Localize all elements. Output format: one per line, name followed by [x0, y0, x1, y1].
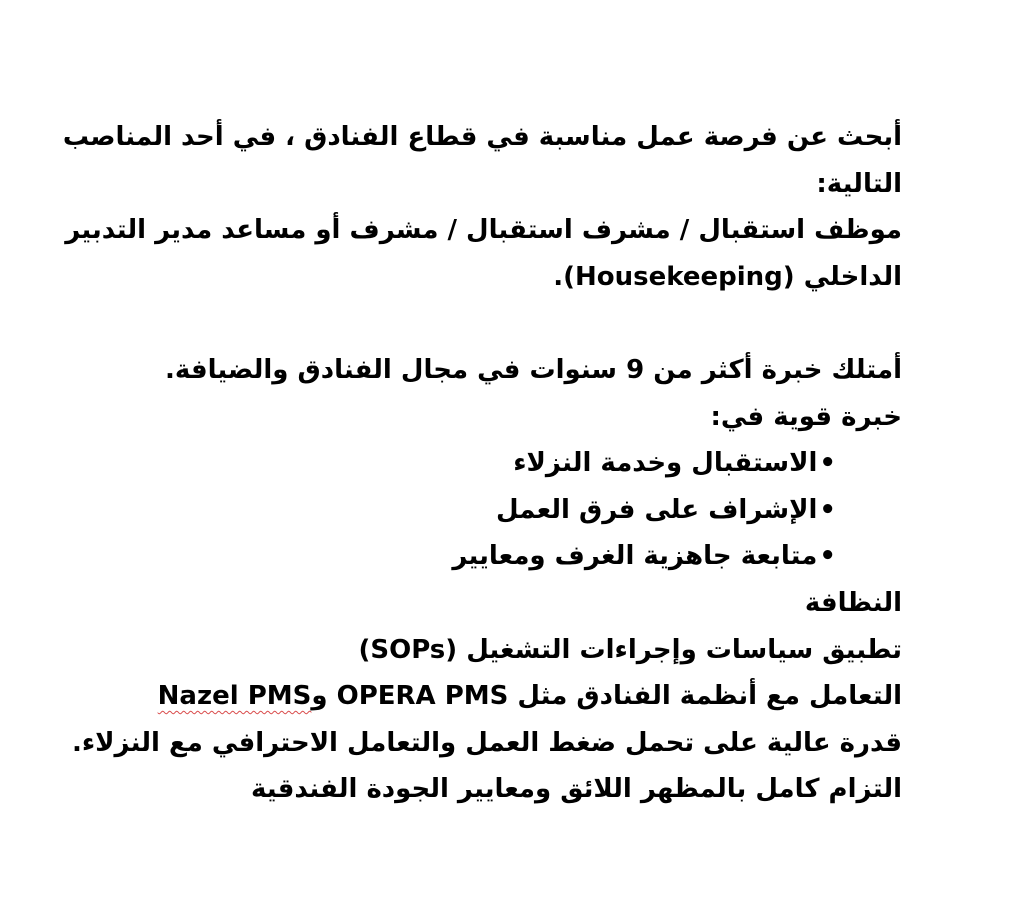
nazel-pms-text: Nazel PMS	[157, 681, 312, 712]
bullet-item	[150, 487, 902, 534]
strengths-heading: خبرة قوية في:	[710, 401, 902, 432]
pressure-line: قدرة عالية على تحمل ضغط العمل والتعامل الاحترافي مع النزلاء.	[71, 727, 902, 758]
bullet-text: الاستقبال وخدمة النزلاء	[513, 448, 818, 479]
systems-line	[150, 673, 902, 720]
bullet-icon: •	[819, 494, 836, 525]
experience-line: أمتلك خبرة أكثر من 9 سنوات في مجال الفنادق والضيافة.	[164, 354, 902, 385]
bullet-continuation: النظافة	[804, 587, 902, 618]
document-body	[62, 114, 902, 813]
bullet-text: الإشراف على فرق العمل	[495, 494, 818, 525]
intro-line-4: الداخلي (Housekeeping).	[553, 261, 902, 292]
systems-prefix: التعامل مع أنظمة الفنادق مثل OPERA PMS و	[311, 681, 902, 712]
commitment-line: التزام كامل بالمظهر اللائق ومعايير الجودة الفندقية	[250, 774, 902, 805]
intro-line-1: أبحث عن فرصة عمل مناسبة في قطاع الفنادق ، في أحد المناصب	[62, 122, 902, 152]
paragraph-spacer	[150, 300, 902, 347]
bullet-text: متابعة جاهزية الغرف ومعايير	[452, 541, 818, 572]
bullet-icon: •	[819, 448, 836, 479]
intro-line-2: التالية:	[816, 168, 902, 199]
bullet-item	[150, 440, 902, 487]
sops-line: تطبيق سياسات وإجراءات التشغيل (SOPs)	[358, 634, 902, 665]
bullet-item	[150, 533, 902, 580]
bullet-icon: •	[819, 541, 836, 572]
intro-line-3: موظف استقبال / مشرف استقبال / مشرف أو مساعد مدير التدبير	[65, 215, 902, 246]
